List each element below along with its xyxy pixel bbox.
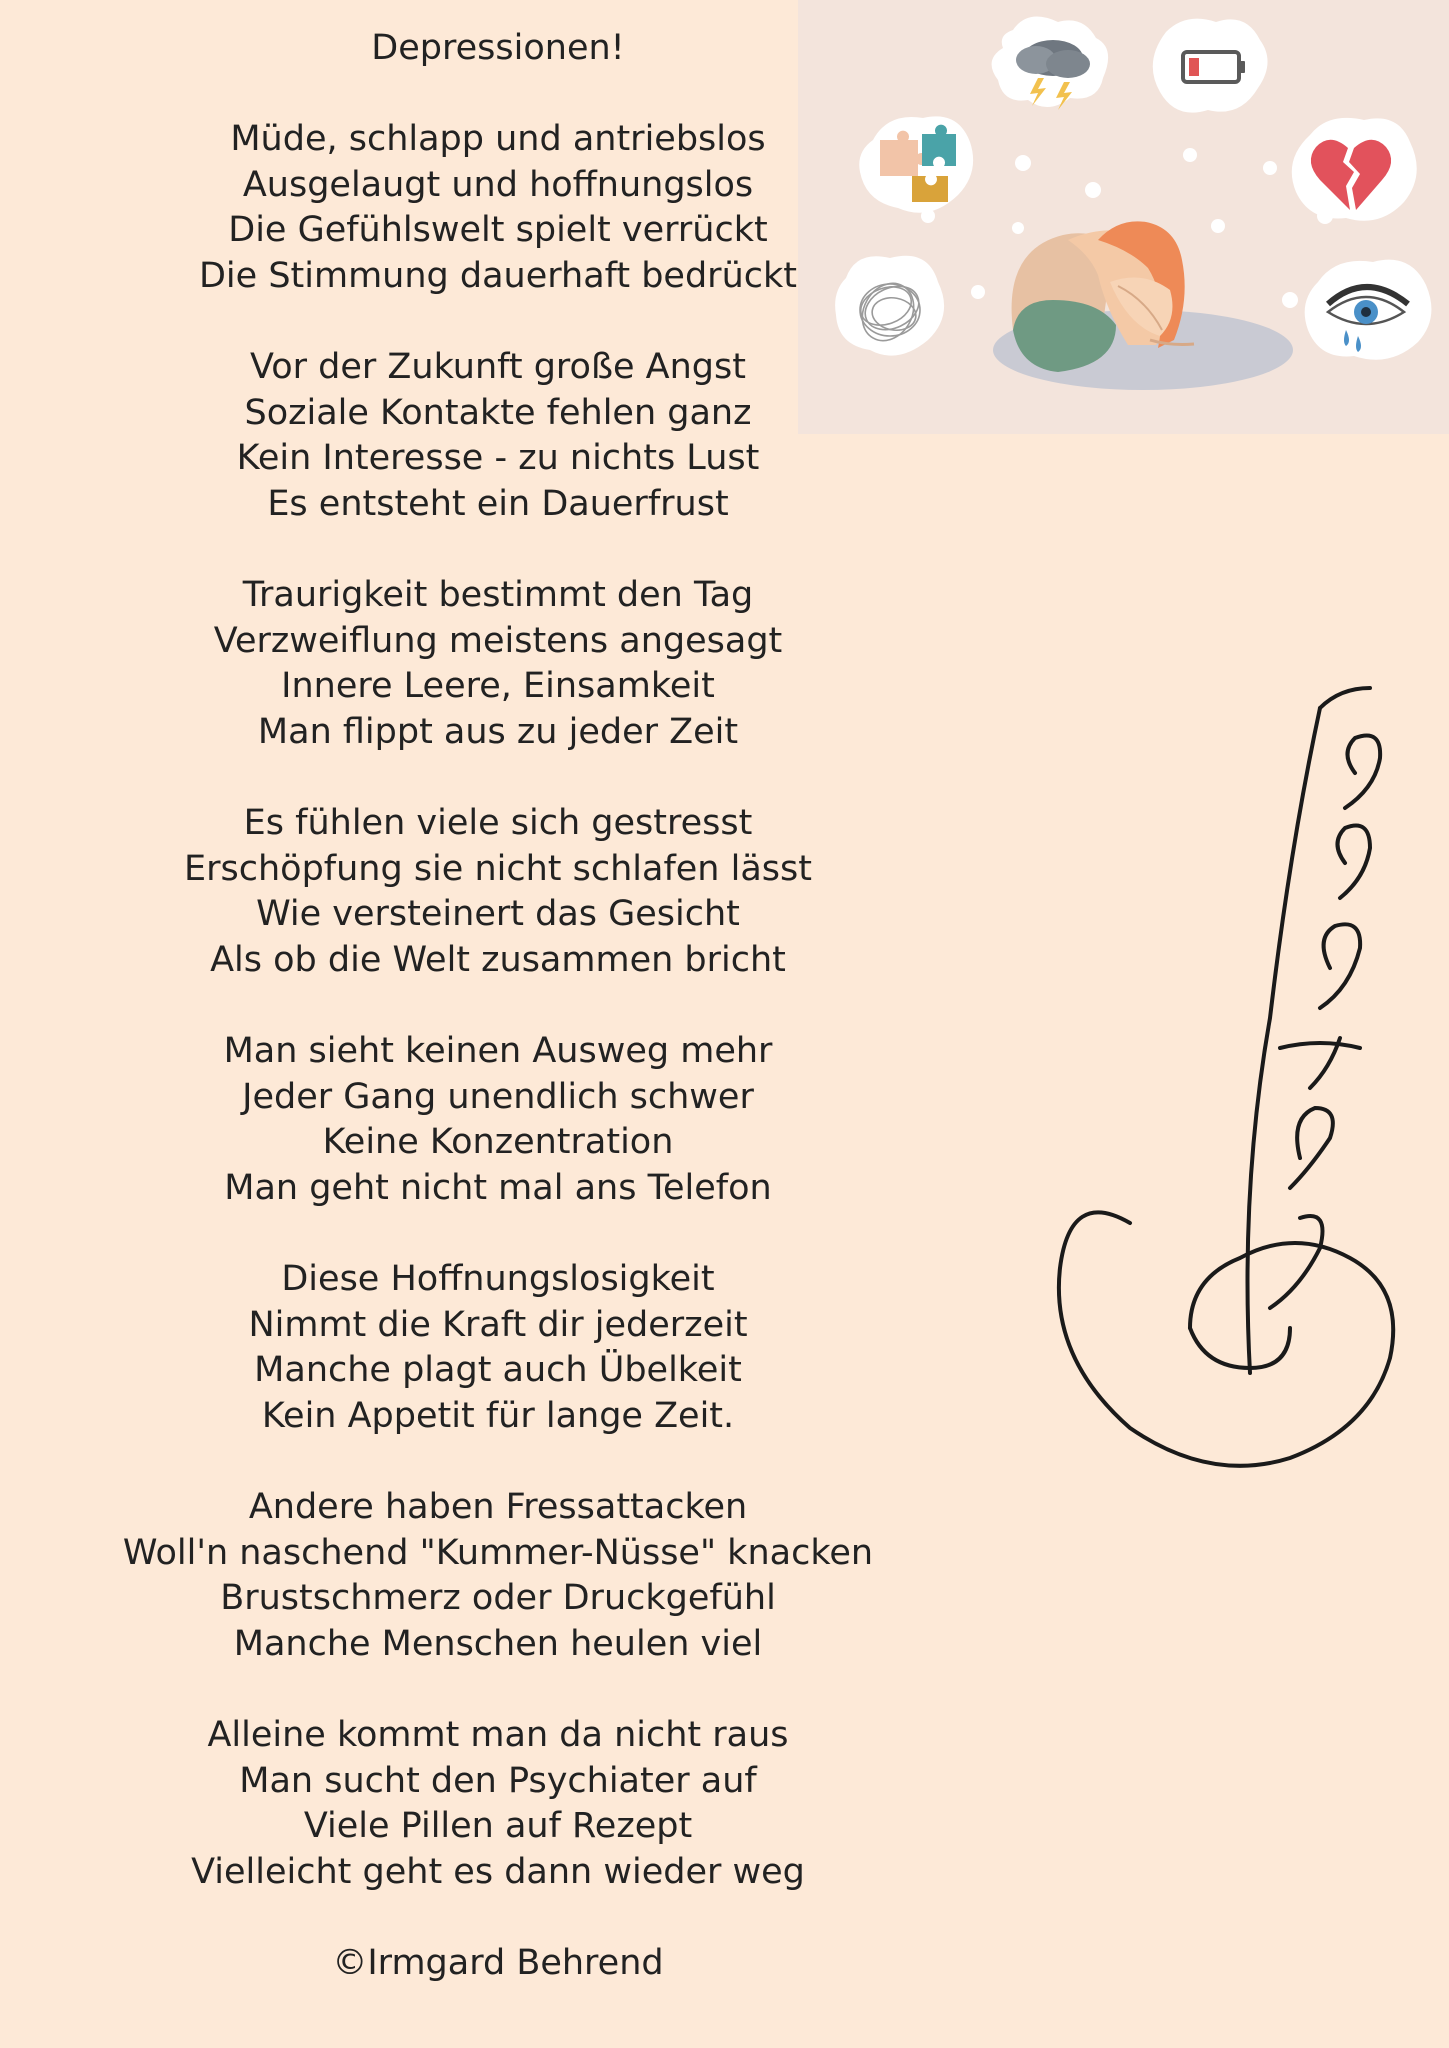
puzzle-icon [859, 116, 973, 212]
poem-line: Die Stimmung dauerhaft bedrückt [198, 255, 797, 296]
poem-copyright: ©Irmgard Behrend [332, 1942, 664, 1983]
poem-line: Kein Interesse - zu nichts Lust [236, 438, 760, 479]
poem-line: Erschöpfung sie nicht schlafen lässt [184, 848, 812, 889]
poem-line: Müde, schlapp und antriebslos [230, 119, 766, 160]
broken-heart-icon [1292, 118, 1417, 221]
poem-line: Woll'n naschend "Kummer-Nüsse" knacken [122, 1532, 874, 1573]
poem-line: Jeder Gang unendlich schwer [242, 1076, 754, 1117]
sad-woman-figure [993, 221, 1293, 390]
poem-line: Nimmt die Kraft dir jederzeit [248, 1304, 748, 1345]
poem-line: Keine Konzentration [322, 1122, 674, 1163]
poem-line: Man flippt aus zu jeder Zeit [257, 711, 739, 752]
poem-line: Es fühlen viele sich gestresst [243, 803, 753, 844]
depression-illustration [798, 0, 1449, 434]
poem-line: Manche Menschen heulen viel [233, 1623, 763, 1664]
poem-stanza [0, 1257, 996, 1439]
poem-line: Alleine kommt man da nicht raus [207, 1714, 789, 1755]
poem-line: Andere haben Fressattacken [248, 1487, 748, 1527]
poem-stanza [0, 573, 996, 755]
low-battery-icon [1153, 19, 1268, 113]
poem-stanza [0, 1713, 996, 1895]
poem-line: Diese Hoffnungslosigkeit [281, 1259, 715, 1300]
tangled-scribble-icon [835, 256, 944, 356]
crying-eye-icon [1305, 260, 1432, 360]
poem-line: Man sieht keinen Ausweg mehr [223, 1031, 773, 1072]
poem-line: Kein Appetit für lange Zeit. [261, 1395, 735, 1436]
poem-line: Traurigkeit bestimmt den Tag [242, 575, 754, 616]
poem-stanza [0, 801, 996, 983]
poem-line: Als ob die Welt zusammen bricht [210, 939, 786, 980]
poem-line: Vor der Zukunft große Angst [250, 347, 746, 388]
poem-line: Es entsteht ein Dauerfrust [267, 483, 729, 524]
poem-stanza [0, 1029, 996, 1211]
poem-line: Ausgelaugt und hoffnungslos [242, 164, 754, 205]
poem-line: Vielleicht geht es dann wieder weg [191, 1851, 805, 1892]
poem-stanza [0, 1485, 996, 1667]
poem-line: Verzweiflung meistens angesagt [213, 620, 783, 661]
gedichtezauber-signature [1040, 668, 1449, 1498]
poem-line: Wie versteinert das Gesicht [256, 894, 740, 935]
poem-line: Man geht nicht mal ans Telefon [224, 1167, 772, 1208]
poem-line: Viele Pillen auf Rezept [303, 1806, 693, 1847]
poem-line: Soziale Kontakte fehlen ganz [244, 392, 752, 433]
storm-cloud-icon [992, 17, 1109, 110]
poem-line: Brustschmerz oder Druckgefühl [220, 1578, 776, 1619]
poem-line: Die Gefühlswelt spielt verrückt [228, 210, 768, 251]
poem-title: Depressionen! [371, 28, 625, 68]
poem-line: Manche plagt auch Übelkeit [254, 1350, 742, 1391]
poem-line: Innere Leere, Einsamkeit [281, 666, 715, 707]
poem-line: Man sucht den Psychiater auf [239, 1760, 757, 1801]
